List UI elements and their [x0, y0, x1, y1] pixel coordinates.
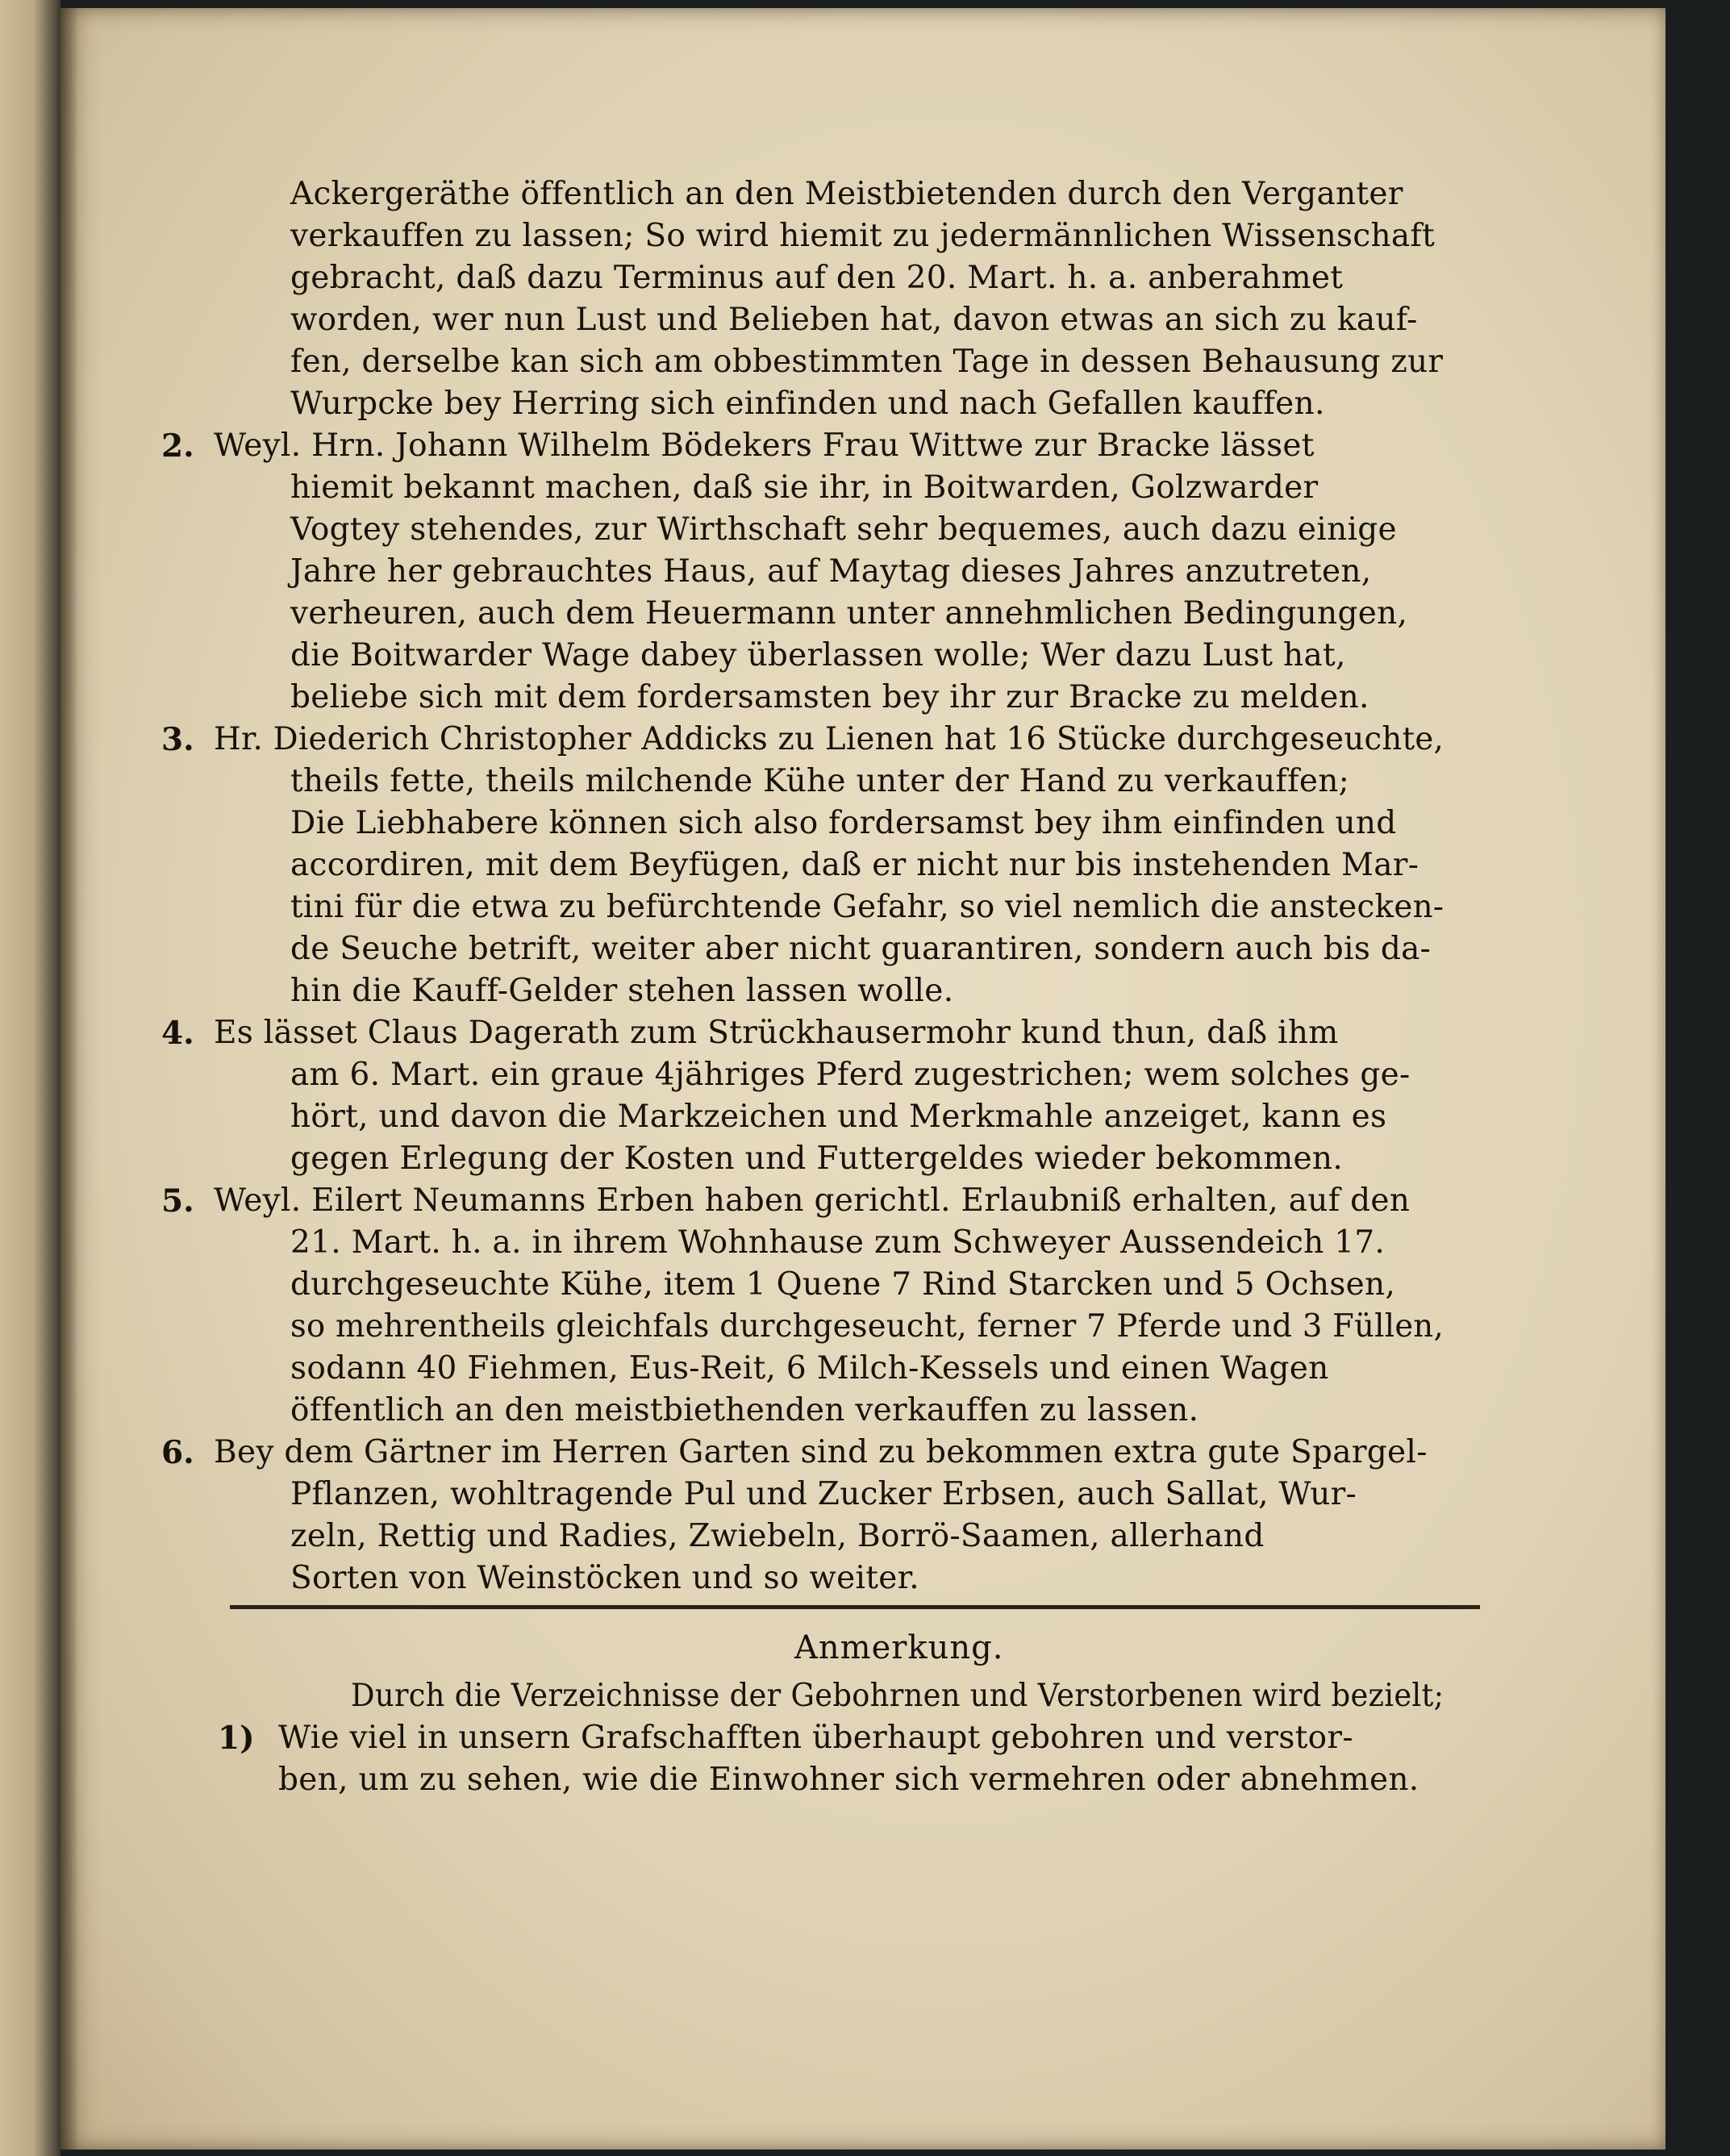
text-line: Pflanzen, wohltragende Pul und Zucker Erbsen, auch Sallat, Wur-: [290, 1476, 1357, 1512]
text-line: Wurpcke bey Herring sich einfinden und nach Gefallen kauffen.: [290, 386, 1325, 422]
note-item-number: 1): [218, 1720, 255, 1757]
entry-number: 6.: [161, 1434, 194, 1471]
text-line: gebracht, daß dazu Terminus auf den 20. Mart. h. a. anberahmet: [290, 260, 1344, 296]
text-line: Hr. Diederich Christopher Addicks zu Lienen hat 16 Stücke durchgeseuchte,: [214, 721, 1444, 757]
text-line: 21. Mart. h. a. in ihrem Wohnhause zum Schweyer Aussendeich 17.: [290, 1224, 1386, 1261]
page-gutter-shadow: [60, 8, 78, 2150]
book-page: [60, 8, 1665, 2150]
text-line: theils fette, theils milchende Kühe unter der Hand zu verkauffen;: [290, 763, 1350, 799]
entry-number: 5.: [161, 1182, 194, 1220]
text-line: worden, wer nun Lust und Belieben hat, davon etwas an sich zu kauf-: [290, 302, 1418, 338]
page-text: [60, 8, 1665, 2150]
text-line: hört, und davon die Markzeichen und Merkmahle anzeiget, kann es: [290, 1099, 1387, 1135]
text-line: verkauffen zu lassen; So wird hiemit zu jedermännlichen Wissenschaft: [290, 218, 1436, 254]
note-item-line: ben, um zu sehen, wie die Einwohner sich vermehren oder abnehmen.: [278, 1762, 1419, 1798]
facing-page-edge: [0, 0, 60, 2156]
text-line: zeln, Rettig und Radies, Zwiebeln, Borrö-Saamen, allerhand: [290, 1518, 1265, 1554]
text-line: am 6. Mart. ein graue 4jähriges Pferd zugestrichen; wem solches ge-: [290, 1057, 1411, 1093]
entry-number: 4.: [161, 1015, 194, 1052]
text-line: Es lässet Claus Dagerath zum Strückhausermohr kund thun, daß ihm: [214, 1015, 1339, 1051]
text-line: so mehrentheils gleichfals durchgeseucht, ferner 7 Pferde und 3 Füllen,: [290, 1308, 1444, 1345]
entry-number: 2.: [161, 427, 194, 465]
text-line: Vogtey stehendes, zur Wirthschaft sehr bequemes, auch dazu einige: [290, 511, 1397, 548]
note-item-line: Wie viel in unsern Grafschafften überhaupt gebohren und verstor-: [278, 1720, 1353, 1756]
text-line: hiemit bekannt machen, daß sie ihr, in Boitwarden, Golzwarder: [290, 469, 1319, 506]
text-line: fen, derselbe kan sich am obbestimmten Tage in dessen Behausung zur: [290, 344, 1444, 380]
text-line: accordiren, mit dem Beyfügen, daß er nicht nur bis instehenden Mar-: [290, 847, 1419, 883]
text-line: gegen Erlegung der Kosten und Futtergeldes wieder bekommen.: [290, 1141, 1344, 1177]
text-line: Ackergeräthe öffentlich an den Meistbietenden durch den Verganter: [290, 176, 1403, 212]
text-line: Bey dem Gärtner im Herren Garten sind zu bekommen extra gute Spargel-: [214, 1434, 1428, 1470]
text-line: Die Liebhabere können sich also fordersamst bey ihm einfinden und: [290, 805, 1397, 841]
text-line: Weyl. Hrn. Johann Wilhelm Bödekers Frau Wittwe zur Bracke lässet: [214, 427, 1315, 464]
text-line: beliebe sich mit dem fordersamsten bey ihr zur Bracke zu melden.: [290, 679, 1369, 715]
text-line: Sorten von Weinstöcken und so weiter.: [290, 1560, 919, 1596]
text-line: öffentlich an den meistbiethenden verkauffen zu lassen.: [290, 1392, 1199, 1428]
section-divider: [230, 1605, 1480, 1609]
note-intro: Durch die Verzeichnisse der Gebohrnen und Verstorbenen wird bezielt;: [351, 1678, 1444, 1714]
text-line: die Boitwarder Wage dabey überlassen wolle; Wer dazu Lust hat,: [290, 637, 1346, 673]
text-line: verheuren, auch dem Heuermann unter annehmlichen Bedingungen,: [290, 595, 1408, 632]
text-line: Weyl. Eilert Neumanns Erben haben gerichtl. Erlaubniß erhalten, auf den: [214, 1182, 1411, 1219]
text-line: durchgeseuchte Kühe, item 1 Quene 7 Rind Starcken und 5 Ochsen,: [290, 1266, 1396, 1303]
text-line: hin die Kauff-Gelder stehen lassen wolle.: [290, 973, 954, 1009]
text-line: tini für die etwa zu befürchtende Gefahr, so viel nemlich die anstecken-: [290, 889, 1444, 925]
text-line: sodann 40 Fiehmen, Eus-Reit, 6 Milch-Kessels und einen Wagen: [290, 1350, 1329, 1387]
text-line: Jahre her gebrauchtes Haus, auf Maytag dieses Jahres anzutreten,: [290, 553, 1372, 590]
text-line: de Seuche betrift, weiter aber nicht guarantiren, sondern auch bis da-: [290, 931, 1432, 967]
entry-number: 3.: [161, 721, 194, 758]
note-heading: Anmerkung.: [794, 1629, 1004, 1666]
